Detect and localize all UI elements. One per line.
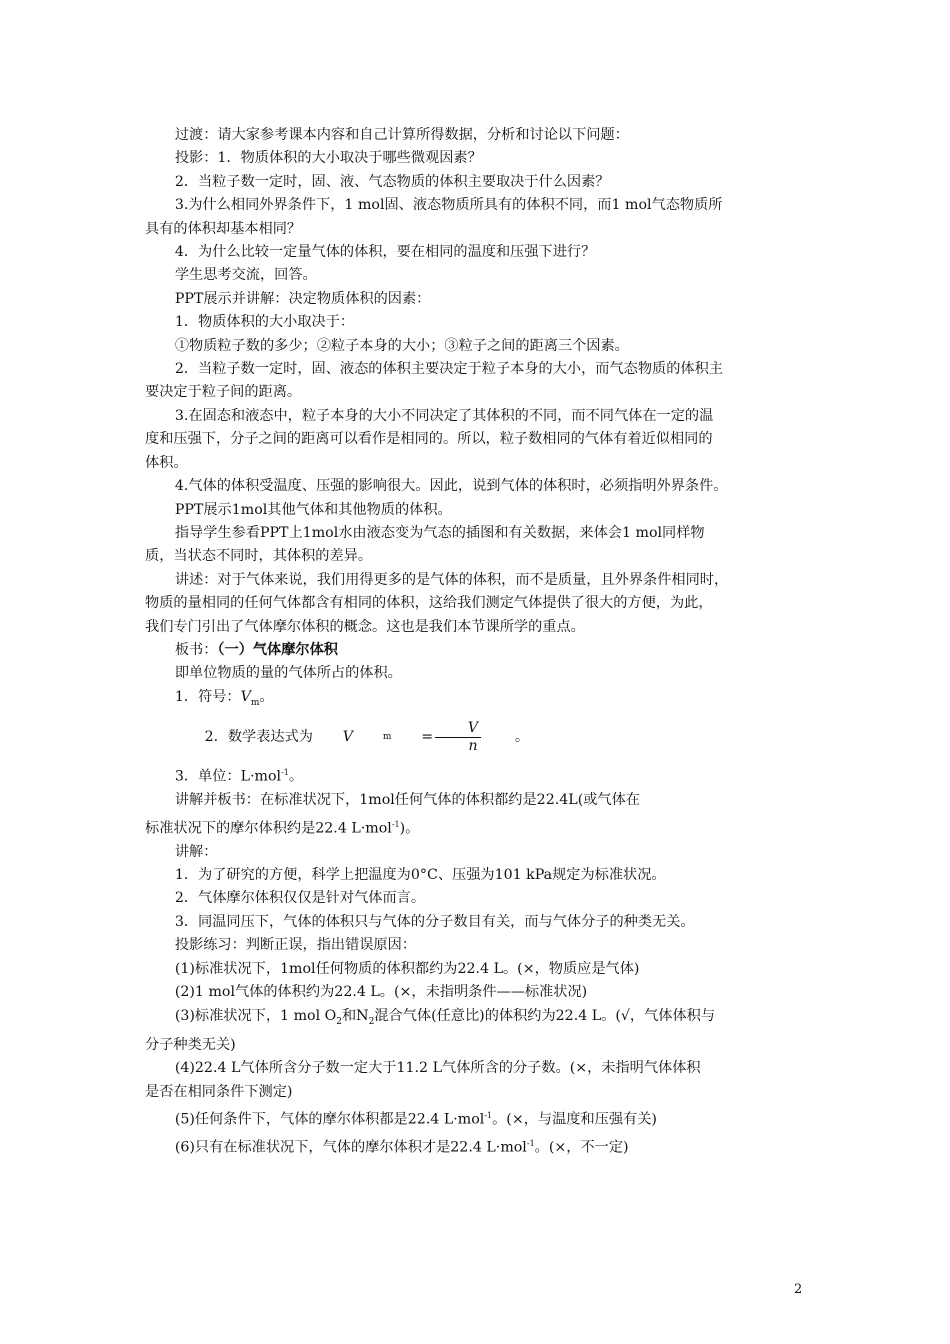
guide-students-b: 质，当状态不同时，其体积的差异。 [145,548,373,565]
factor-3a: 3.在固态和液态中，粒子本身的大小不同决定了其体积的不同，而不同气体在一定的温 [174,407,714,424]
standard-condition-text: 标准状况下的摩尔体积约是22.4 L·mol [145,820,392,837]
exercise-5 [145,1104,811,1132]
exercise-3b: 分子种类无关) [145,1036,236,1053]
board-prefix: 板书： [174,641,218,658]
projection-question-3a: 3.为什么相同外界条件下，1 mol固、液态物质所具有的体积不同，而1 mol气态物质所 [174,197,723,214]
formula-fraction [435,720,481,755]
definition: 即单位物质的量的气体所占的体积。 [174,665,402,682]
narration-c: 我们专门引出了气体摩尔体积的概念。这也是我们本节课所学的重点。 [145,618,585,635]
standard-condition-suffix: )。 [399,820,420,837]
vm-subscript: m [250,697,260,708]
factor-4: 4.气体的体积受温度、压强的影响很大。因此，说到气体的体积时，必须指明外界条件。 [174,478,728,495]
transition-line: 过渡：请大家参考课本内容和自己计算所得数据，分析和讨论以下问题： [174,127,629,143]
n2-subscript: 2 [368,1016,375,1027]
formula-label: 2．数学表达式为 [204,729,313,746]
explain-3: 3．同温同压下，气体的体积只与气体的分子数目有关，而与气体分子的种类无关。 [174,913,695,930]
narration-a: 讲述：对于气体来说，我们用得更多的是气体的体积，而不是质量，且外界条件相同时， [174,571,729,588]
projection-question-4: 4．为什么比较一定量气体的体积，要在相同的温度和压强下进行？ [174,244,596,261]
vm-symbol: V [240,688,251,705]
factor-list: ①物质粒子数的多少；②粒子本身的大小；③粒子之间的距离三个因素。 [174,337,629,354]
exercise-2: (2)1 mol气体的体积约为22.4 L。(×，未指明条件——标准状况) [174,984,588,1001]
standard-condition-sup: -1 [391,819,400,829]
exercise-3a [145,1005,811,1034]
factor-2a: 2．当粒子数一定时，固、液态的体积主要决定于粒子本身的大小，而气态物质的体积主 [174,361,723,378]
symbol-suffix: 。 [259,688,274,705]
standard-condition-b [145,813,811,841]
symbol-label: 1．符号： [174,688,241,705]
page-number: 2 [794,1282,803,1297]
section-title: （一）气体摩尔体积 [217,641,338,658]
factor-3c: 体积。 [145,454,188,471]
factor-3b: 度和压强下，分子之间的距离可以看作是相同的。所以，粒子数相同的气体有着近似相同的 [145,431,713,448]
explain-1: 1．为了研究的方便，科学上把温度为0°C、压强为101 kPa规定为标准状况。 [174,867,666,884]
exercise-4a: (4)22.4 L气体所含分子数一定大于11.2 L气体所含的分子数。(×，未指明气体体积 [174,1060,701,1077]
formula-vm-subscript: m [382,731,392,742]
formula-suffix: 。 [514,729,530,746]
narration-b: 物质的量相同的任何气体都含有相同的体积，这给我们测定气体提供了很大的方便，为此， [145,595,713,612]
exercise-3-part3: 混合气体(任意比)的体积约为22.4 L。(√，气体体积与 [374,1007,716,1024]
unit-line [145,761,811,789]
unit-sup: -1 [281,767,289,777]
board-heading [145,639,811,662]
exercise-heading: 投影练习：判断正误，指出错误原因： [174,937,417,954]
ppt-explain-heading: PPT展示并讲解：决定物质体积的因素： [174,290,431,307]
exercise-6-sup: -1 [526,1139,535,1149]
unit-suffix: 。 [288,768,304,785]
exercise-6-suffix: 。(×，不一定) [534,1139,629,1156]
exercise-4b: 是否在相同条件下测定) [145,1083,293,1100]
factor-1: 1．物质体积的大小取决于： [174,314,355,331]
exercise-5-suffix: 。(×，与温度和压强有关) [492,1111,657,1128]
exercise-6 [145,1132,811,1160]
projection-question-2: 2．当粒子数一定时，固、液、气态物质的体积主要取决于什么因素？ [174,173,610,190]
exercise-5-text: (5)任何条件下，气体的摩尔体积都是22.4 L·mol [174,1111,485,1128]
exercise-6-text: (6)只有在标准状况下，气体的摩尔体积才是22.4 L·mol [174,1139,527,1156]
symbol-line [145,686,811,715]
formula-vm-symbol: V [342,729,354,746]
standard-condition-a: 讲解并板书：在标准状况下，1mol任何气体的体积都约是22.4L(或气体在 [174,792,640,809]
fraction-numerator: V [435,720,481,738]
projection-question-3b: 具有的体积却基本相同？ [145,220,302,237]
ppt-show-volumes: PPT展示1mol其他气体和其他物质的体积。 [174,501,452,518]
formula-line [145,715,811,761]
exercise-5-sup: -1 [484,1110,493,1120]
factor-2b: 要决定于粒子间的距离。 [145,384,302,401]
fraction-denominator: n [468,738,478,755]
exercise-1: (1)标准状况下，1mol任何物质的体积都约为22.4 L。(×，物质应是气体) [174,960,640,977]
exercise-3-part2: 和N [341,1007,369,1024]
projection-question-1: 投影：1．物质体积的大小取决于哪些微观因素？ [174,150,482,167]
exercise-3-part1: (3)标准状况下，1 mol O [174,1007,337,1024]
explain-heading: 讲解： [174,843,218,860]
o2-subscript: 2 [336,1016,342,1027]
student-discussion: 学生思考交流，回答。 [174,267,317,284]
document-body [145,124,811,1160]
formula-equals: = [421,729,434,746]
guide-students-a: 指导学生参看PPT上1mol水由液态变为气态的插图和有关数据，来体会1 mol同样物 [174,524,705,541]
explain-2: 2．气体摩尔体积仅仅是针对气体而言。 [174,890,426,907]
unit-text: 3．单位：L·mol [174,768,282,785]
